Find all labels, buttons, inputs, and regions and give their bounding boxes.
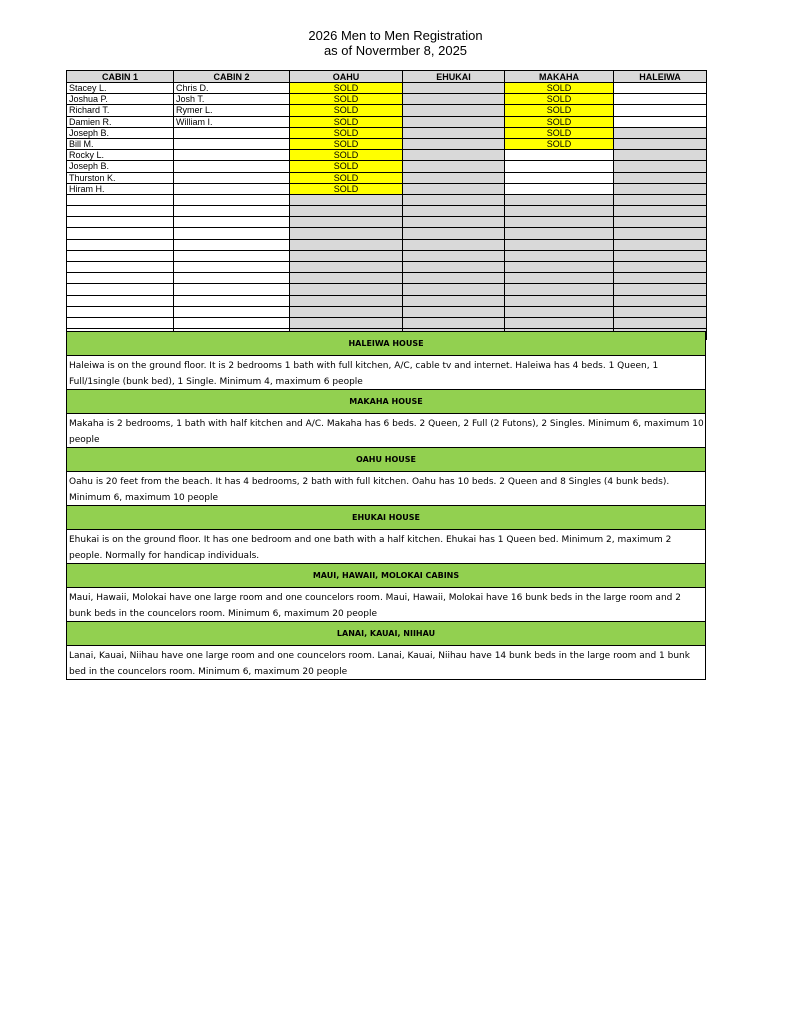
cell-oahu	[290, 262, 403, 273]
cell-makaha: SOLD	[505, 105, 614, 116]
cell-cabin1	[67, 284, 174, 295]
table-row	[67, 206, 707, 217]
cell-haleiwa	[614, 262, 707, 273]
cell-ehukai	[403, 194, 505, 205]
cell-haleiwa	[614, 239, 707, 250]
cell-makaha: SOLD	[505, 94, 614, 105]
cell-haleiwa	[614, 194, 707, 205]
cell-ehukai	[403, 295, 505, 306]
cell-haleiwa	[614, 217, 707, 228]
cell-haleiwa	[614, 150, 707, 161]
table-row	[67, 183, 707, 194]
section-description: Maui, Hawaii, Molokai have one large room and one councelors room. Maui, Hawaii, Molokai have 16 bunk beds in the large room and 2 bunk beds in the councelors room. Minimum 6, maximum 20 people	[69, 593, 681, 619]
cell-cabin1	[67, 217, 174, 228]
cell-haleiwa	[614, 317, 707, 328]
cell-oahu: SOLD	[290, 116, 403, 127]
table-row	[67, 273, 707, 284]
cell-cabin2: Chris D.	[174, 83, 290, 94]
cell-haleiwa	[614, 161, 707, 172]
cell-makaha	[505, 295, 614, 306]
col-header-haleiwa: HALEIWA	[614, 71, 707, 83]
cell-cabin1: Thurston K.	[67, 172, 174, 183]
cell-ehukai	[403, 217, 505, 228]
cell-oahu: SOLD	[290, 183, 403, 194]
cell-oahu: SOLD	[290, 161, 403, 172]
cell-cabin2	[174, 239, 290, 250]
section-title: MAUI, HAWAII, MOLOKAI CABINS	[67, 563, 705, 588]
cell-cabin2	[174, 138, 290, 149]
cell-makaha	[505, 161, 614, 172]
cell-cabin1	[67, 306, 174, 317]
section-title: EHUKAI HOUSE	[67, 505, 705, 530]
cell-oahu	[290, 295, 403, 306]
cell-ehukai	[403, 262, 505, 273]
cell-ehukai	[403, 161, 505, 172]
cell-makaha: SOLD	[505, 127, 614, 138]
title-line-1: 2026 Men to Men Registration	[308, 28, 483, 43]
cell-ehukai	[403, 250, 505, 261]
cell-oahu: SOLD	[290, 150, 403, 161]
table-row	[67, 127, 707, 138]
table-row	[67, 161, 707, 172]
cell-cabin2: William I.	[174, 116, 290, 127]
cell-ehukai	[403, 284, 505, 295]
cell-ehukai	[403, 239, 505, 250]
cell-cabin2	[174, 262, 290, 273]
cell-oahu	[290, 317, 403, 328]
cell-cabin1	[67, 295, 174, 306]
cell-cabin2	[174, 217, 290, 228]
cell-cabin2	[174, 206, 290, 217]
cell-makaha	[505, 228, 614, 239]
table-row	[67, 217, 707, 228]
cell-cabin1: Damien R.	[67, 116, 174, 127]
table-row	[67, 306, 707, 317]
cell-ehukai	[403, 317, 505, 328]
cell-makaha	[505, 239, 614, 250]
cell-ehukai	[403, 138, 505, 149]
table-row	[67, 138, 707, 149]
cell-ehukai	[403, 94, 505, 105]
cell-ehukai	[403, 183, 505, 194]
table-row	[67, 83, 707, 94]
cell-cabin2	[174, 194, 290, 205]
cell-cabin2	[174, 127, 290, 138]
cell-haleiwa	[614, 127, 707, 138]
table-row	[67, 262, 707, 273]
cell-makaha	[505, 217, 614, 228]
cell-cabin2	[174, 228, 290, 239]
section-description: Lanai, Kauai, Niihau have one large room and one councelors room. Lanai, Kauai, Niihau have 14 bunk beds in the large room and 1 bunk bed in the councelors room. Minimum 6, maximum 20 people	[69, 651, 690, 677]
cell-oahu	[290, 206, 403, 217]
cell-cabin1	[67, 206, 174, 217]
cell-oahu	[290, 284, 403, 295]
table-row	[67, 116, 707, 127]
cell-cabin2	[174, 317, 290, 328]
cell-cabin1	[67, 194, 174, 205]
cell-haleiwa	[614, 83, 707, 94]
col-header-cabin1: CABIN 1	[67, 71, 174, 83]
cell-cabin1: Stacey L.	[67, 83, 174, 94]
cell-makaha	[505, 317, 614, 328]
cell-haleiwa	[614, 183, 707, 194]
table-row	[67, 250, 707, 261]
cell-cabin1: Richard T.	[67, 105, 174, 116]
table-row	[67, 105, 707, 116]
col-header-ehukai: EHUKAI	[403, 71, 505, 83]
cell-ehukai	[403, 116, 505, 127]
cell-cabin1: Joseph B.	[67, 127, 174, 138]
registration-table	[66, 70, 707, 340]
table-row	[67, 239, 707, 250]
cell-oahu	[290, 273, 403, 284]
cell-ehukai	[403, 83, 505, 94]
cell-haleiwa	[614, 284, 707, 295]
cell-oahu: SOLD	[290, 138, 403, 149]
house-descriptions	[66, 331, 706, 680]
cell-ehukai	[403, 127, 505, 138]
cell-cabin2	[174, 250, 290, 261]
section-description: Makaha is 2 bedrooms, 1 bath with half kitchen and A/C. Makaha has 6 beds. 2 Queen, 2 Full (2 Futons), 2 Singles. Minimum 6, maximum 10 people	[69, 419, 704, 445]
cell-haleiwa	[614, 116, 707, 127]
cell-makaha	[505, 273, 614, 284]
cell-makaha	[505, 150, 614, 161]
cell-cabin1	[67, 239, 174, 250]
cell-haleiwa	[614, 228, 707, 239]
table-header-row	[67, 71, 707, 83]
table-row	[67, 150, 707, 161]
cell-haleiwa	[614, 250, 707, 261]
table-row	[67, 317, 707, 328]
cell-makaha: SOLD	[505, 138, 614, 149]
cell-makaha	[505, 250, 614, 261]
cell-oahu	[290, 239, 403, 250]
cell-ehukai	[403, 150, 505, 161]
cell-haleiwa	[614, 306, 707, 317]
table-row	[67, 284, 707, 295]
cell-cabin2	[174, 183, 290, 194]
cell-haleiwa	[614, 295, 707, 306]
cell-cabin1	[67, 250, 174, 261]
section-description: Haleiwa is on the ground floor. It is 2 bedrooms 1 bath with full kitchen, A/C, cable tv and internet. Haleiwa has 4 beds. 1 Queen, 1 Full/1single (bunk bed), 1 Single. Minimum 4, maximum 6 people	[69, 361, 659, 387]
cell-ehukai	[403, 172, 505, 183]
cell-cabin2	[174, 306, 290, 317]
section-description: Ehukai is on the ground floor. It has one bedroom and one bath with a half kitchen. Ehukai has 1 Queen bed. Minimum 2, maximum 2 people. Normally for handicap individuals.	[69, 535, 672, 561]
cell-makaha	[505, 194, 614, 205]
cell-cabin1: Joshua P.	[67, 94, 174, 105]
table-row	[67, 295, 707, 306]
cell-cabin1: Hiram H.	[67, 183, 174, 194]
cell-oahu	[290, 228, 403, 239]
section-title: LANAI, KAUAI, NIIHAU	[67, 621, 705, 646]
cell-cabin1	[67, 317, 174, 328]
section-title: HALEIWA HOUSE	[67, 331, 705, 356]
cell-oahu: SOLD	[290, 172, 403, 183]
cell-ehukai	[403, 306, 505, 317]
cell-cabin1: Rocky L.	[67, 150, 174, 161]
col-header-oahu: OAHU	[290, 71, 403, 83]
cell-haleiwa	[614, 138, 707, 149]
cell-oahu	[290, 250, 403, 261]
document-title	[0, 28, 791, 58]
cell-cabin2	[174, 172, 290, 183]
cell-ehukai	[403, 105, 505, 116]
table-row	[67, 194, 707, 205]
cell-oahu: SOLD	[290, 127, 403, 138]
cell-cabin2: Rymer L.	[174, 105, 290, 116]
col-header-makaha: MAKAHA	[505, 71, 614, 83]
cell-cabin2	[174, 273, 290, 284]
cell-makaha	[505, 284, 614, 295]
cell-oahu	[290, 194, 403, 205]
cell-ehukai	[403, 273, 505, 284]
cell-ehukai	[403, 206, 505, 217]
cell-makaha: SOLD	[505, 83, 614, 94]
cell-cabin1: Joseph B.	[67, 161, 174, 172]
cell-oahu	[290, 306, 403, 317]
cell-cabin1	[67, 262, 174, 273]
table-row	[67, 172, 707, 183]
cell-cabin1	[67, 228, 174, 239]
cell-cabin1: Bill M.	[67, 138, 174, 149]
cell-makaha	[505, 306, 614, 317]
cell-makaha: SOLD	[505, 116, 614, 127]
cell-makaha	[505, 172, 614, 183]
col-header-cabin2: CABIN 2	[174, 71, 290, 83]
cell-cabin1	[67, 273, 174, 284]
table-row	[67, 228, 707, 239]
cell-cabin2	[174, 284, 290, 295]
table-row	[67, 94, 707, 105]
cell-cabin2	[174, 150, 290, 161]
cell-ehukai	[403, 228, 505, 239]
cell-makaha	[505, 206, 614, 217]
cell-oahu	[290, 217, 403, 228]
cell-makaha	[505, 183, 614, 194]
cell-oahu: SOLD	[290, 105, 403, 116]
cell-haleiwa	[614, 172, 707, 183]
cell-haleiwa	[614, 273, 707, 284]
cell-haleiwa	[614, 206, 707, 217]
title-line-2: as of Novermber 8, 2025	[323, 43, 468, 58]
cell-makaha	[505, 262, 614, 273]
cell-cabin2	[174, 295, 290, 306]
cell-oahu: SOLD	[290, 94, 403, 105]
section-title: OAHU HOUSE	[67, 447, 705, 472]
cell-cabin2: Josh T.	[174, 94, 290, 105]
table-body	[67, 83, 707, 340]
section-description: Oahu is 20 feet from the beach. It has 4 bedrooms, 2 bath with full kitchen. Oahu has 10 beds. 2 Queen and 8 Singles (4 bunk beds). Minimum 6, maximum 10 people	[69, 477, 670, 503]
cell-haleiwa	[614, 105, 707, 116]
cell-haleiwa	[614, 94, 707, 105]
section-title: MAKAHA HOUSE	[67, 389, 705, 414]
cell-oahu: SOLD	[290, 83, 403, 94]
cell-cabin2	[174, 161, 290, 172]
